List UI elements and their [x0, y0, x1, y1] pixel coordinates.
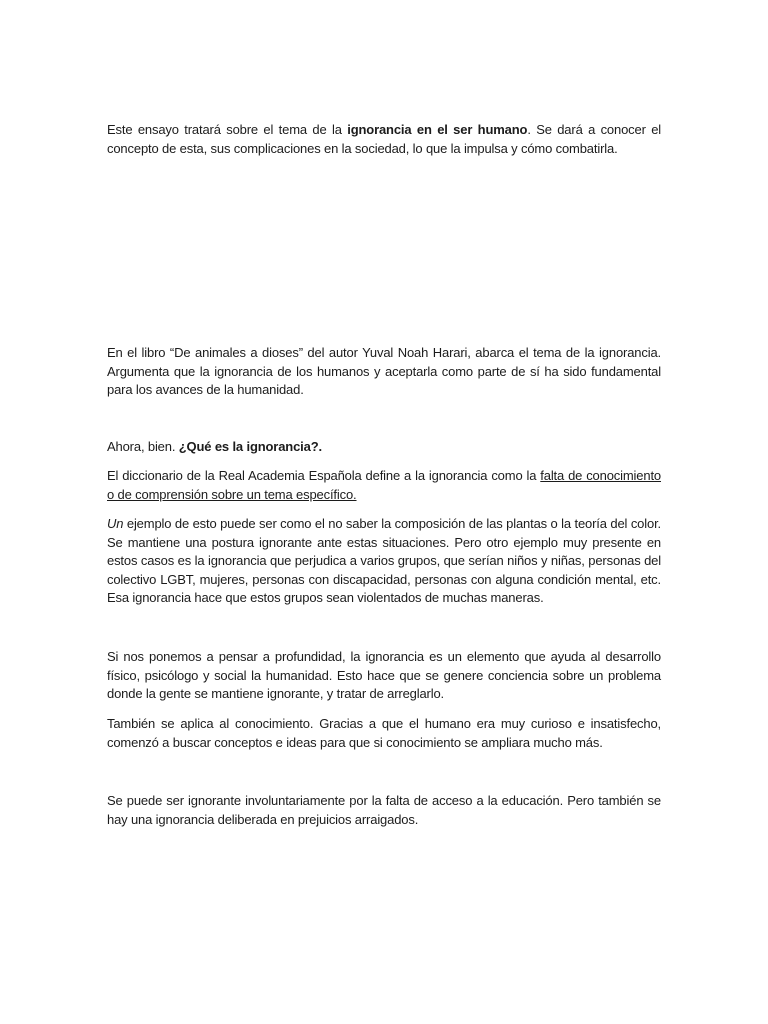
example-paragraph — [107, 515, 661, 608]
example-text: ejemplo de esto puede ser como el no saber la composición de las plantas o la teoría del color. Se mantiene una postura ignorante ante estas situaciones. Pero otro ejemplo muy presente en estos casos es la ignorancia que perjudica a varios grupos, que serían niños y niñas, personas del colectivo LGBT, mujeres, personas con discapacidad, personas con alguna condición mental, etc. Esa ignorancia hace que estos grupos sean violentados de muchas maneras. — [107, 516, 661, 605]
question-paragraph — [107, 438, 661, 457]
definition-underlined: falta de conocimiento o de comprensión sobre un tema específico. — [107, 468, 661, 502]
definition-lead: El diccionario de la Real Academia Española define a la ignorancia como la — [107, 468, 541, 483]
definition-paragraph — [107, 467, 661, 504]
intro-text-end: . Se dará a conocer el concepto de esta, sus complicaciones en la sociedad, lo que la impulsa y cómo combatirla. — [107, 122, 662, 156]
intro-text-start: Este ensayo tratará sobre el tema de la — [107, 122, 348, 137]
intro-paragraph — [107, 121, 661, 158]
example-italic-word: Un — [107, 516, 124, 531]
question-lead: Ahora, bien. — [107, 439, 179, 454]
knowledge-paragraph: También se aplica al conocimiento. Gracias a que el humano era muy curioso e insatisfecho, comenzó a buscar conceptos e ideas para que si conocimiento se ampliara mucho más. — [107, 716, 661, 750]
closing-paragraph: Se puede ser ignorante involuntariamente por la falta de acceso a la educación. Pero también se hay una ignorancia deliberada en prejuicios arraigados. — [107, 793, 661, 827]
development-paragraph: Si nos ponemos a pensar a profundidad, la ignorancia es un elemento que ayuda al desarrollo físico, psicólogo y social la humanidad. Esto hace que se genere conciencia sobre un problema donde la gente se mantiene ignorante, y tratar de arreglarlo. — [107, 649, 661, 701]
harari-paragraph: En el libro “De animales a dioses” del autor Yuval Noah Harari, abarca el tema de la ignorancia. Argumenta que la ignorancia de los humanos y aceptarla como parte de sí ha sido fundamental para los avances de la humanidad. — [107, 345, 661, 397]
question-heading-bold: ¿Qué es la ignorancia?. — [178, 439, 322, 454]
intro-topic-bold: ignorancia en el ser humano — [347, 122, 528, 137]
